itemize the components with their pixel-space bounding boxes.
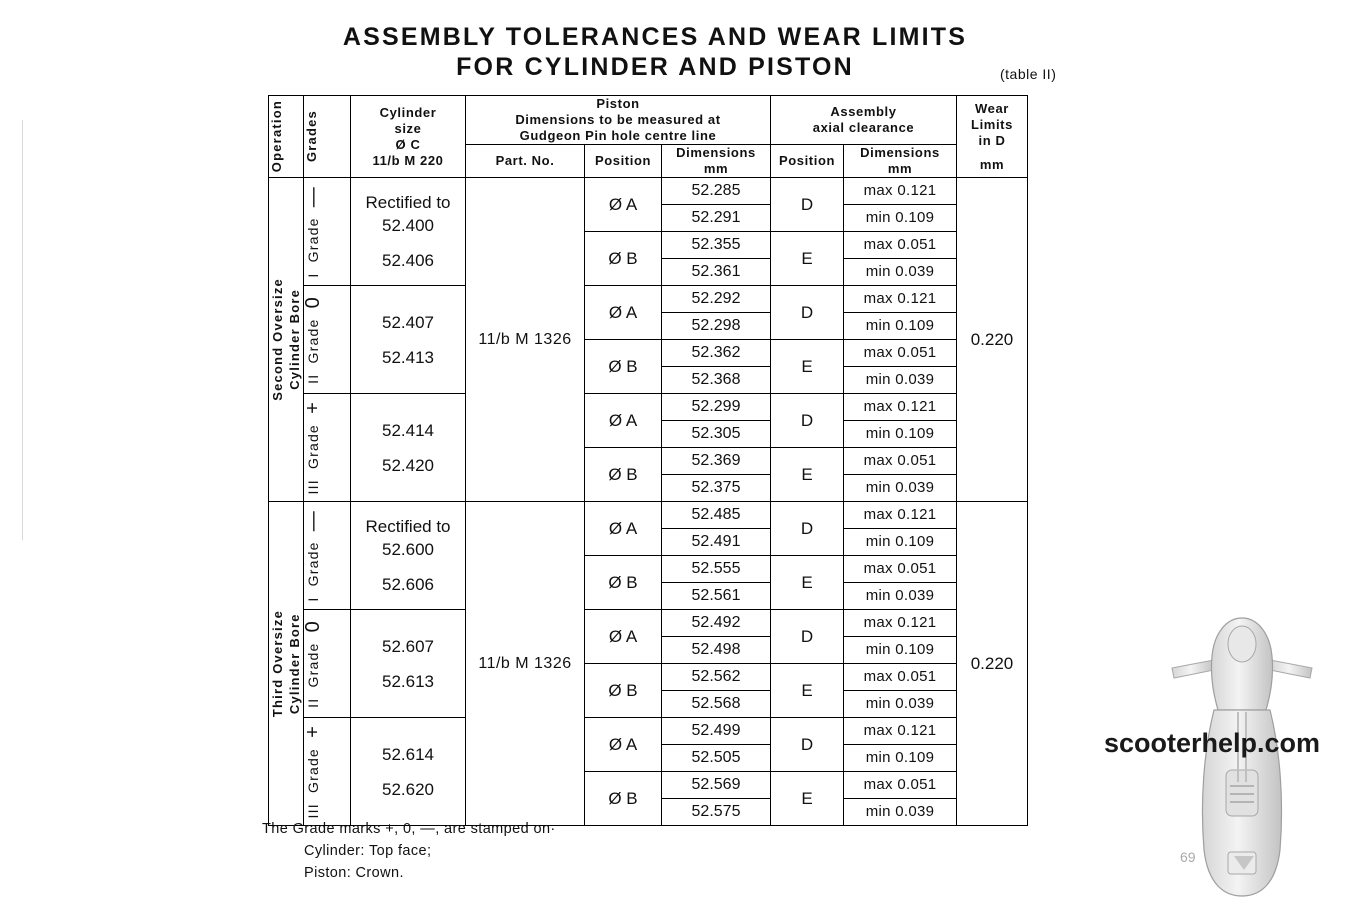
table-row: [269, 718, 1028, 745]
header-piston-dimensions: Dimensions mm: [662, 145, 771, 178]
assembly-clearance-max: max 0.121: [844, 610, 957, 637]
assembly-clearance-min: min 0.039: [844, 691, 957, 718]
piston-position-cell: Ø A: [585, 286, 662, 340]
header-cylinder-symbol: Ø C: [395, 136, 421, 152]
piston-position-cell: Ø B: [585, 340, 662, 394]
assembly-clearance-min: min 0.039: [844, 583, 957, 610]
grade-label: Grade: [305, 423, 321, 469]
table-head: [269, 96, 1028, 178]
assembly-clearance-min: min 0.109: [844, 745, 957, 772]
assembly-clearance-max: max 0.121: [844, 178, 957, 205]
cylinder-size-lower: 52.420: [382, 455, 434, 475]
piston-dimension-max: 52.369: [662, 448, 771, 475]
piston-dimension-min: 52.368: [662, 367, 771, 394]
piston-dimension-max: 52.285: [662, 178, 771, 205]
grade-roman: I: [305, 272, 321, 278]
operation-label-l1: Second Oversize: [270, 278, 285, 401]
piston-position-cell: Ø B: [585, 772, 662, 826]
grade-mark: 0: [302, 295, 324, 308]
piston-dimension-min: 52.291: [662, 205, 771, 232]
header-assembly-sub: axial clearance: [812, 120, 915, 135]
assembly-position-cell: D: [771, 394, 844, 448]
scan-edge-mark: [22, 120, 23, 540]
table-body: [269, 178, 1028, 826]
piston-dimension-min: 52.305: [662, 421, 771, 448]
table-row: [269, 178, 1028, 205]
title-line-2: FOR CYLINDER AND PISTON: [456, 53, 854, 81]
piston-position-cell: Ø A: [585, 502, 662, 556]
cylinder-size-upper: 52.607: [382, 636, 434, 656]
piston-dimension-min: 52.298: [662, 313, 771, 340]
assembly-clearance-min: min 0.109: [844, 637, 957, 664]
grade-label: Grade: [305, 318, 321, 364]
operation-cell-second-oversize: [269, 178, 304, 502]
grade-mark: +: [302, 400, 324, 414]
assembly-clearance-max: max 0.121: [844, 394, 957, 421]
header-assembly-dimensions: Dimensions mm: [844, 145, 957, 178]
grade-mark: —: [302, 509, 324, 531]
grade-cell: [304, 610, 351, 718]
assembly-position-cell: D: [771, 610, 844, 664]
assembly-clearance-max: max 0.121: [844, 502, 957, 529]
piston-dimension-max: 52.555: [662, 556, 771, 583]
piston-position-cell: Ø B: [585, 556, 662, 610]
assembly-position-cell: D: [771, 178, 844, 232]
piston-dimension-max: 52.485: [662, 502, 771, 529]
table-reference-label: (table II): [1000, 66, 1057, 82]
grade-label: Grade: [305, 541, 321, 587]
assembly-clearance-max: max 0.051: [844, 772, 957, 799]
header-wear-limits: [957, 96, 1028, 178]
cylinder-size-lower: 52.613: [382, 671, 434, 691]
piston-dimension-max: 52.362: [662, 340, 771, 367]
grade-mark: 0: [302, 619, 324, 632]
assembly-clearance-min: min 0.109: [844, 313, 957, 340]
grade-label: Grade: [305, 747, 321, 793]
wear-limit-cell: 0.220: [957, 178, 1028, 502]
piston-part-no-cell: 11/b M 1326: [466, 178, 585, 502]
header-piston-group: [466, 96, 771, 145]
piston-position-cell: Ø A: [585, 610, 662, 664]
cylinder-size-cell: [351, 610, 466, 718]
piston-position-cell: Ø B: [585, 232, 662, 286]
grade-roman: I: [305, 596, 321, 602]
piston-dimension-min: 52.505: [662, 745, 771, 772]
header-part-no: Part. No.: [466, 145, 585, 178]
cylinder-size-cell: [351, 718, 466, 826]
assembly-clearance-min: min 0.039: [844, 259, 957, 286]
grade-label: Grade: [305, 217, 321, 263]
operation-label-l2: Cylinder Bore: [287, 613, 302, 714]
assembly-clearance-min: min 0.109: [844, 529, 957, 556]
piston-dimension-min: 52.491: [662, 529, 771, 556]
piston-dimension-max: 52.569: [662, 772, 771, 799]
table-row: [269, 610, 1028, 637]
grade-cell: [304, 502, 351, 610]
grade-roman: III: [305, 478, 321, 495]
table-row: [269, 502, 1028, 529]
tolerance-table: [268, 95, 1028, 826]
header-wear-text: Wear Limits in D: [971, 100, 1013, 148]
cylinder-size-upper: 52.400: [382, 216, 434, 235]
cylinder-size-cell: [351, 394, 466, 502]
cylinder-size-cell: [351, 502, 466, 610]
assembly-position-cell: E: [771, 772, 844, 826]
assembly-clearance-min: min 0.039: [844, 367, 957, 394]
grade-roman: II: [305, 697, 321, 708]
grade-roman: II: [305, 373, 321, 384]
header-wear-spacer: [957, 149, 1027, 157]
cylinder-size-cell: [351, 178, 466, 286]
piston-dimension-min: 52.568: [662, 691, 771, 718]
assembly-clearance-min: min 0.039: [844, 799, 957, 826]
watermark-text: scooterhelp.com: [1104, 728, 1321, 758]
assembly-position-cell: D: [771, 718, 844, 772]
footnote-line-3: Piston: Crown.: [304, 865, 404, 881]
assembly-position-cell: D: [771, 286, 844, 340]
table-row: [269, 394, 1028, 421]
piston-dimension-min: 52.498: [662, 637, 771, 664]
piston-dimension-max: 52.355: [662, 232, 771, 259]
grade-cell: [304, 286, 351, 394]
piston-dimension-max: 52.492: [662, 610, 771, 637]
grade-cell: [304, 178, 351, 286]
footnote-line-1: The Grade marks +, 0, —, are stamped on·: [262, 821, 556, 837]
cylinder-rectified-label: Rectified to: [365, 517, 451, 536]
piston-dimension-min: 52.575: [662, 799, 771, 826]
footnote-line-2: Cylinder: Top face;: [304, 843, 432, 859]
cylinder-size-cell: [351, 286, 466, 394]
cylinder-size-upper: 52.407: [382, 312, 434, 332]
header-grades: Grades: [304, 96, 351, 178]
cylinder-rectified-label: Rectified to: [365, 193, 451, 212]
cylinder-size-upper: 52.414: [382, 420, 434, 440]
header-piston-position: Position: [585, 145, 662, 178]
assembly-position-cell: D: [771, 502, 844, 556]
cylinder-size-lower: 52.413: [382, 347, 434, 367]
header-piston-title: Piston: [596, 96, 640, 111]
cylinder-size-lower: 52.620: [382, 779, 434, 799]
assembly-clearance-max: max 0.051: [844, 664, 957, 691]
grade-cell: [304, 394, 351, 502]
piston-dimension-min: 52.561: [662, 583, 771, 610]
art-number: 69: [1180, 849, 1196, 865]
cylinder-size-lower: 52.606: [382, 575, 434, 594]
operation-cell-third-oversize: [269, 502, 304, 826]
operation-label-l1: Third Oversize: [270, 609, 285, 718]
assembly-clearance-max: max 0.121: [844, 718, 957, 745]
grade-roman: III: [305, 802, 321, 819]
assembly-clearance-max: max 0.051: [844, 232, 957, 259]
header-assembly-position: Position: [771, 145, 844, 178]
piston-dimension-min: 52.375: [662, 475, 771, 502]
grade-mark: +: [302, 724, 324, 738]
header-assembly-title: Assembly: [830, 104, 897, 119]
piston-dimension-min: 52.361: [662, 259, 771, 286]
cylinder-size-upper: 52.600: [382, 540, 434, 559]
assembly-position-cell: E: [771, 232, 844, 286]
assembly-clearance-min: min 0.039: [844, 475, 957, 502]
wear-limit-cell: 0.220: [957, 502, 1028, 826]
piston-dimension-max: 52.292: [662, 286, 771, 313]
piston-dimension-max: 52.499: [662, 718, 771, 745]
title-line-1: ASSEMBLY TOLERANCES AND WEAR LIMITS: [342, 23, 968, 51]
table-row: [269, 286, 1028, 313]
piston-position-cell: Ø A: [585, 178, 662, 232]
assembly-position-cell: E: [771, 556, 844, 610]
assembly-clearance-max: max 0.121: [844, 286, 957, 313]
piston-position-cell: Ø A: [585, 718, 662, 772]
assembly-clearance-min: min 0.109: [844, 421, 957, 448]
header-assembly-group: [771, 96, 957, 145]
assembly-position-cell: E: [771, 340, 844, 394]
header-operation: Operation: [269, 96, 304, 178]
piston-part-no-cell: 11/b M 1326: [466, 502, 585, 826]
cylinder-size-lower: 52.406: [382, 251, 434, 270]
header-row-1: [269, 96, 1028, 145]
piston-dimension-max: 52.299: [662, 394, 771, 421]
piston-position-cell: Ø B: [585, 448, 662, 502]
header-wear-unit: mm: [979, 156, 1005, 172]
assembly-clearance-max: max 0.051: [844, 556, 957, 583]
piston-dimension-max: 52.562: [662, 664, 771, 691]
grade-label: Grade: [305, 642, 321, 688]
header-piston-sub2: Gudgeon Pin hole centre line: [519, 128, 717, 143]
assembly-clearance-min: min 0.109: [844, 205, 957, 232]
grade-mark: —: [302, 185, 324, 207]
assembly-position-cell: E: [771, 448, 844, 502]
grade-cell: [304, 718, 351, 826]
assembly-clearance-max: max 0.051: [844, 448, 957, 475]
cylinder-size-upper: 52.614: [382, 744, 434, 764]
footnotes: [262, 818, 556, 884]
header-piston-sub1: Dimensions to be measured at: [515, 112, 721, 127]
piston-position-cell: Ø A: [585, 394, 662, 448]
header-cylinder-code: 11/b M 220: [372, 152, 444, 168]
header-cylinder-size: [351, 96, 466, 178]
assembly-position-cell: E: [771, 664, 844, 718]
header-cylinder-size-text: Cylinder size: [379, 104, 437, 136]
assembly-clearance-max: max 0.051: [844, 340, 957, 367]
piston-position-cell: Ø B: [585, 664, 662, 718]
page-title: [0, 22, 1350, 82]
operation-label-l2: Cylinder Bore: [287, 289, 302, 390]
